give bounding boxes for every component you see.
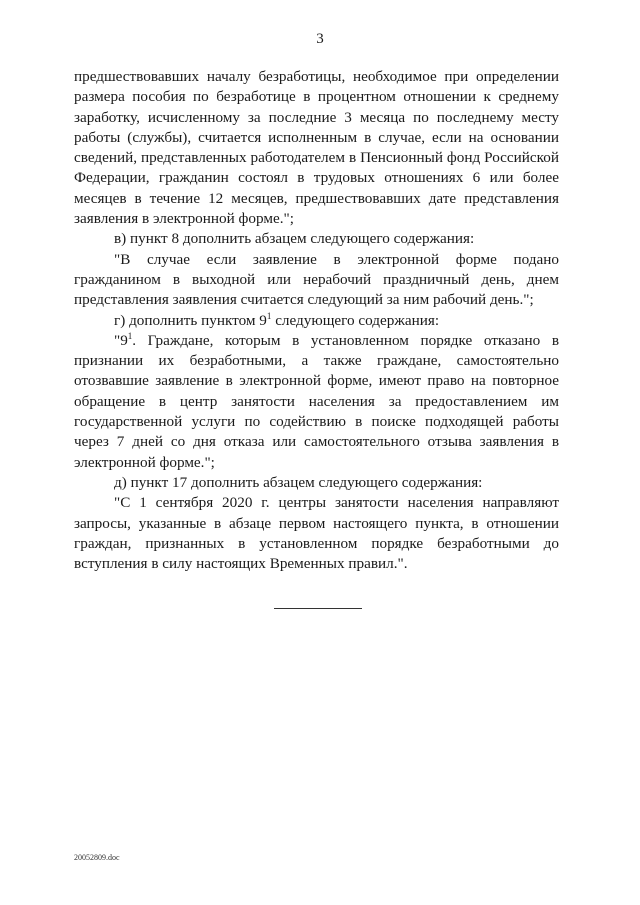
paragraph-quote-p17: "С 1 сентября 2020 г. центры занятости населения направляют запросы, указанные в абзаце первом настоящего пункта, в отношении граждан, признанных в установленном порядке безработными до вступления в силу настоящих Временных правил.".: [74, 494, 559, 573]
end-separator-line: [274, 608, 362, 609]
page-number: 3: [316, 31, 324, 47]
paragraph-item-v: в) пункт 8 дополнить абзацем следующего содержания:: [114, 230, 475, 248]
superscript: 1: [127, 330, 133, 341]
footer-filename: 20052809.doc: [74, 853, 120, 862]
item-g-text: г) дополнить пунктом 9: [114, 311, 267, 329]
paragraph-quote-p8: "В случае если заявление в электронной форме подано гражданином в выходной или нерабочий праздничный день, днем представления заявления считается следующий за ним рабочий день.";: [74, 250, 559, 309]
quote-p9-text: . Граждане, которым в установленном порядке отказано в признании их безработными, а также граждане, самостоятельно отозвавшие заявление в электронной форме, имеют право на повторное обращение в центр занятости населения за предоставлением им государственной услуги по содействию в поиске подходящей работы через 7 дней со дня отказа или самостоятельного отзыва заявления в электронной форме.";: [74, 331, 559, 471]
quote-p9-number: "9: [114, 331, 128, 349]
paragraph-quote-p9-1: [74, 331, 559, 473]
document-body: [74, 67, 559, 574]
superscript: 1: [266, 310, 272, 321]
paragraph-item-d: д) пункт 17 дополнить абзацем следующего содержания:: [114, 473, 483, 491]
item-g-text-tail: следующего содержания:: [271, 311, 440, 329]
paragraph-item-g: [74, 311, 559, 331]
paragraph-continuation: предшествовавших началу безработицы, необходимое при определении размера пособия по безработице в процентном отношении к среднему заработку, исчисленному за последние 3 месяца по последнему месту работы (службы), считается исполненным в случае, если на основании сведений, представленных работодателем в Пенсионный фонд Российской Федерации, гражданин состоял в трудовых отношениях 6 или более месяцев в течение 12 месяцев, предшествовавших дате представления заявления в электронной форме.";: [74, 68, 559, 228]
